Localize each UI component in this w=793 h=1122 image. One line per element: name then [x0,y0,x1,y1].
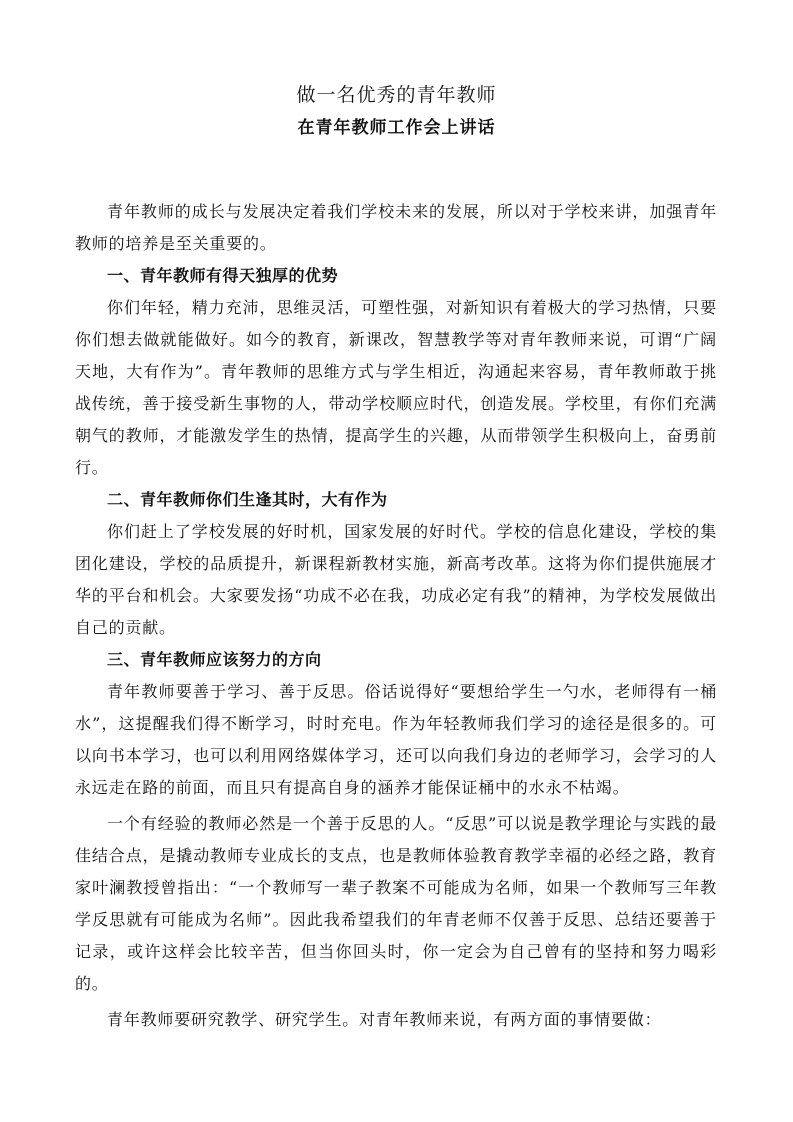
paragraph-opportunity: 你们赶上了学校发展的好时机，国家发展的好时代。学校的信息化建设，学校的集团化建设，学校的品质提升，新课程新教材实施，新高考改革。这将为你们提供施展才华的平台和机会。大家要发扬“功成不必在我，功成必定有我”的精神，为学校发展做出自己的贡献。 [75,522,717,637]
document-title: 做一名优秀的青年教师 [296,84,497,106]
section-heading-2: 二、青年教师你们生逢其时，大有作为 [107,490,388,509]
paragraph-advantages: 你们年轻，精力充沛，思维灵活，可塑性强，对新知识有着极大的学习热情，只要你们想去做就能做好。如今的教育，新课改，智慧教学等对青年教师来说，可谓“广阔天地，大有作为”。青年教师的思维方式与学生相近，沟通起来容易，青年教师敢于挑战传统，善于接受新生事物的人，带动学校顺应时代，创造发展。学校里，有你们充满朝气的教师，才能激发学生的热情，提高学生的兴趣，从而带领学生积极向上，奋勇前行。 [75,298,717,477]
document-subtitle: 在青年教师工作会上讲话 [297,118,496,138]
document-body [75,196,717,1036]
paragraph-intro: 青年教师的成长与发展决定着我们学校未来的发展，所以对于学校来讲，加强青年教师的培养是至关重要的。 [75,202,717,253]
section-heading-1: 一、青年教师有得天独厚的优势 [107,266,339,285]
paragraph-learning: 青年教师要善于学习、善于反思。俗话说得好“要想给学生一勺水，老师得有一桶水”，这提醒我们得不断学习，时时充电。作为年轻教师我们学习的途径是很多的。可以向书本学习，也可以利用网络媒体学习，还可以向我们身边的老师学习，会学习的人永远走在路的前面，而且只有提高自身的涵养才能保证桶中的水永不枯竭。 [75,682,717,797]
paragraph-reflection: 一个有经验的教师必然是一个善于反思的人。“反思”可以说是教学理论与实践的最佳结合点，是撬动教师专业成长的支点，也是教师体验教育教学幸福的必经之路，教育家叶澜教授曾指出：“一个教师写一辈子教案不可能成为名师，如果一个教师写三年教学反思就有可能成为名师”。因此我希望我们的年青老师不仅善于反思、总结还要善于记录，或许这样会比较辛苦，但当你回头时，你一定会为自己曾有的坚持和努力喝彩的。 [75,814,717,993]
paragraph-research: 青年教师要研究教学、研究学生。对青年教师来说，有两方面的事情要做： [107,1010,662,1029]
section-heading-3: 三、青年教师应该努力的方向 [107,650,322,669]
